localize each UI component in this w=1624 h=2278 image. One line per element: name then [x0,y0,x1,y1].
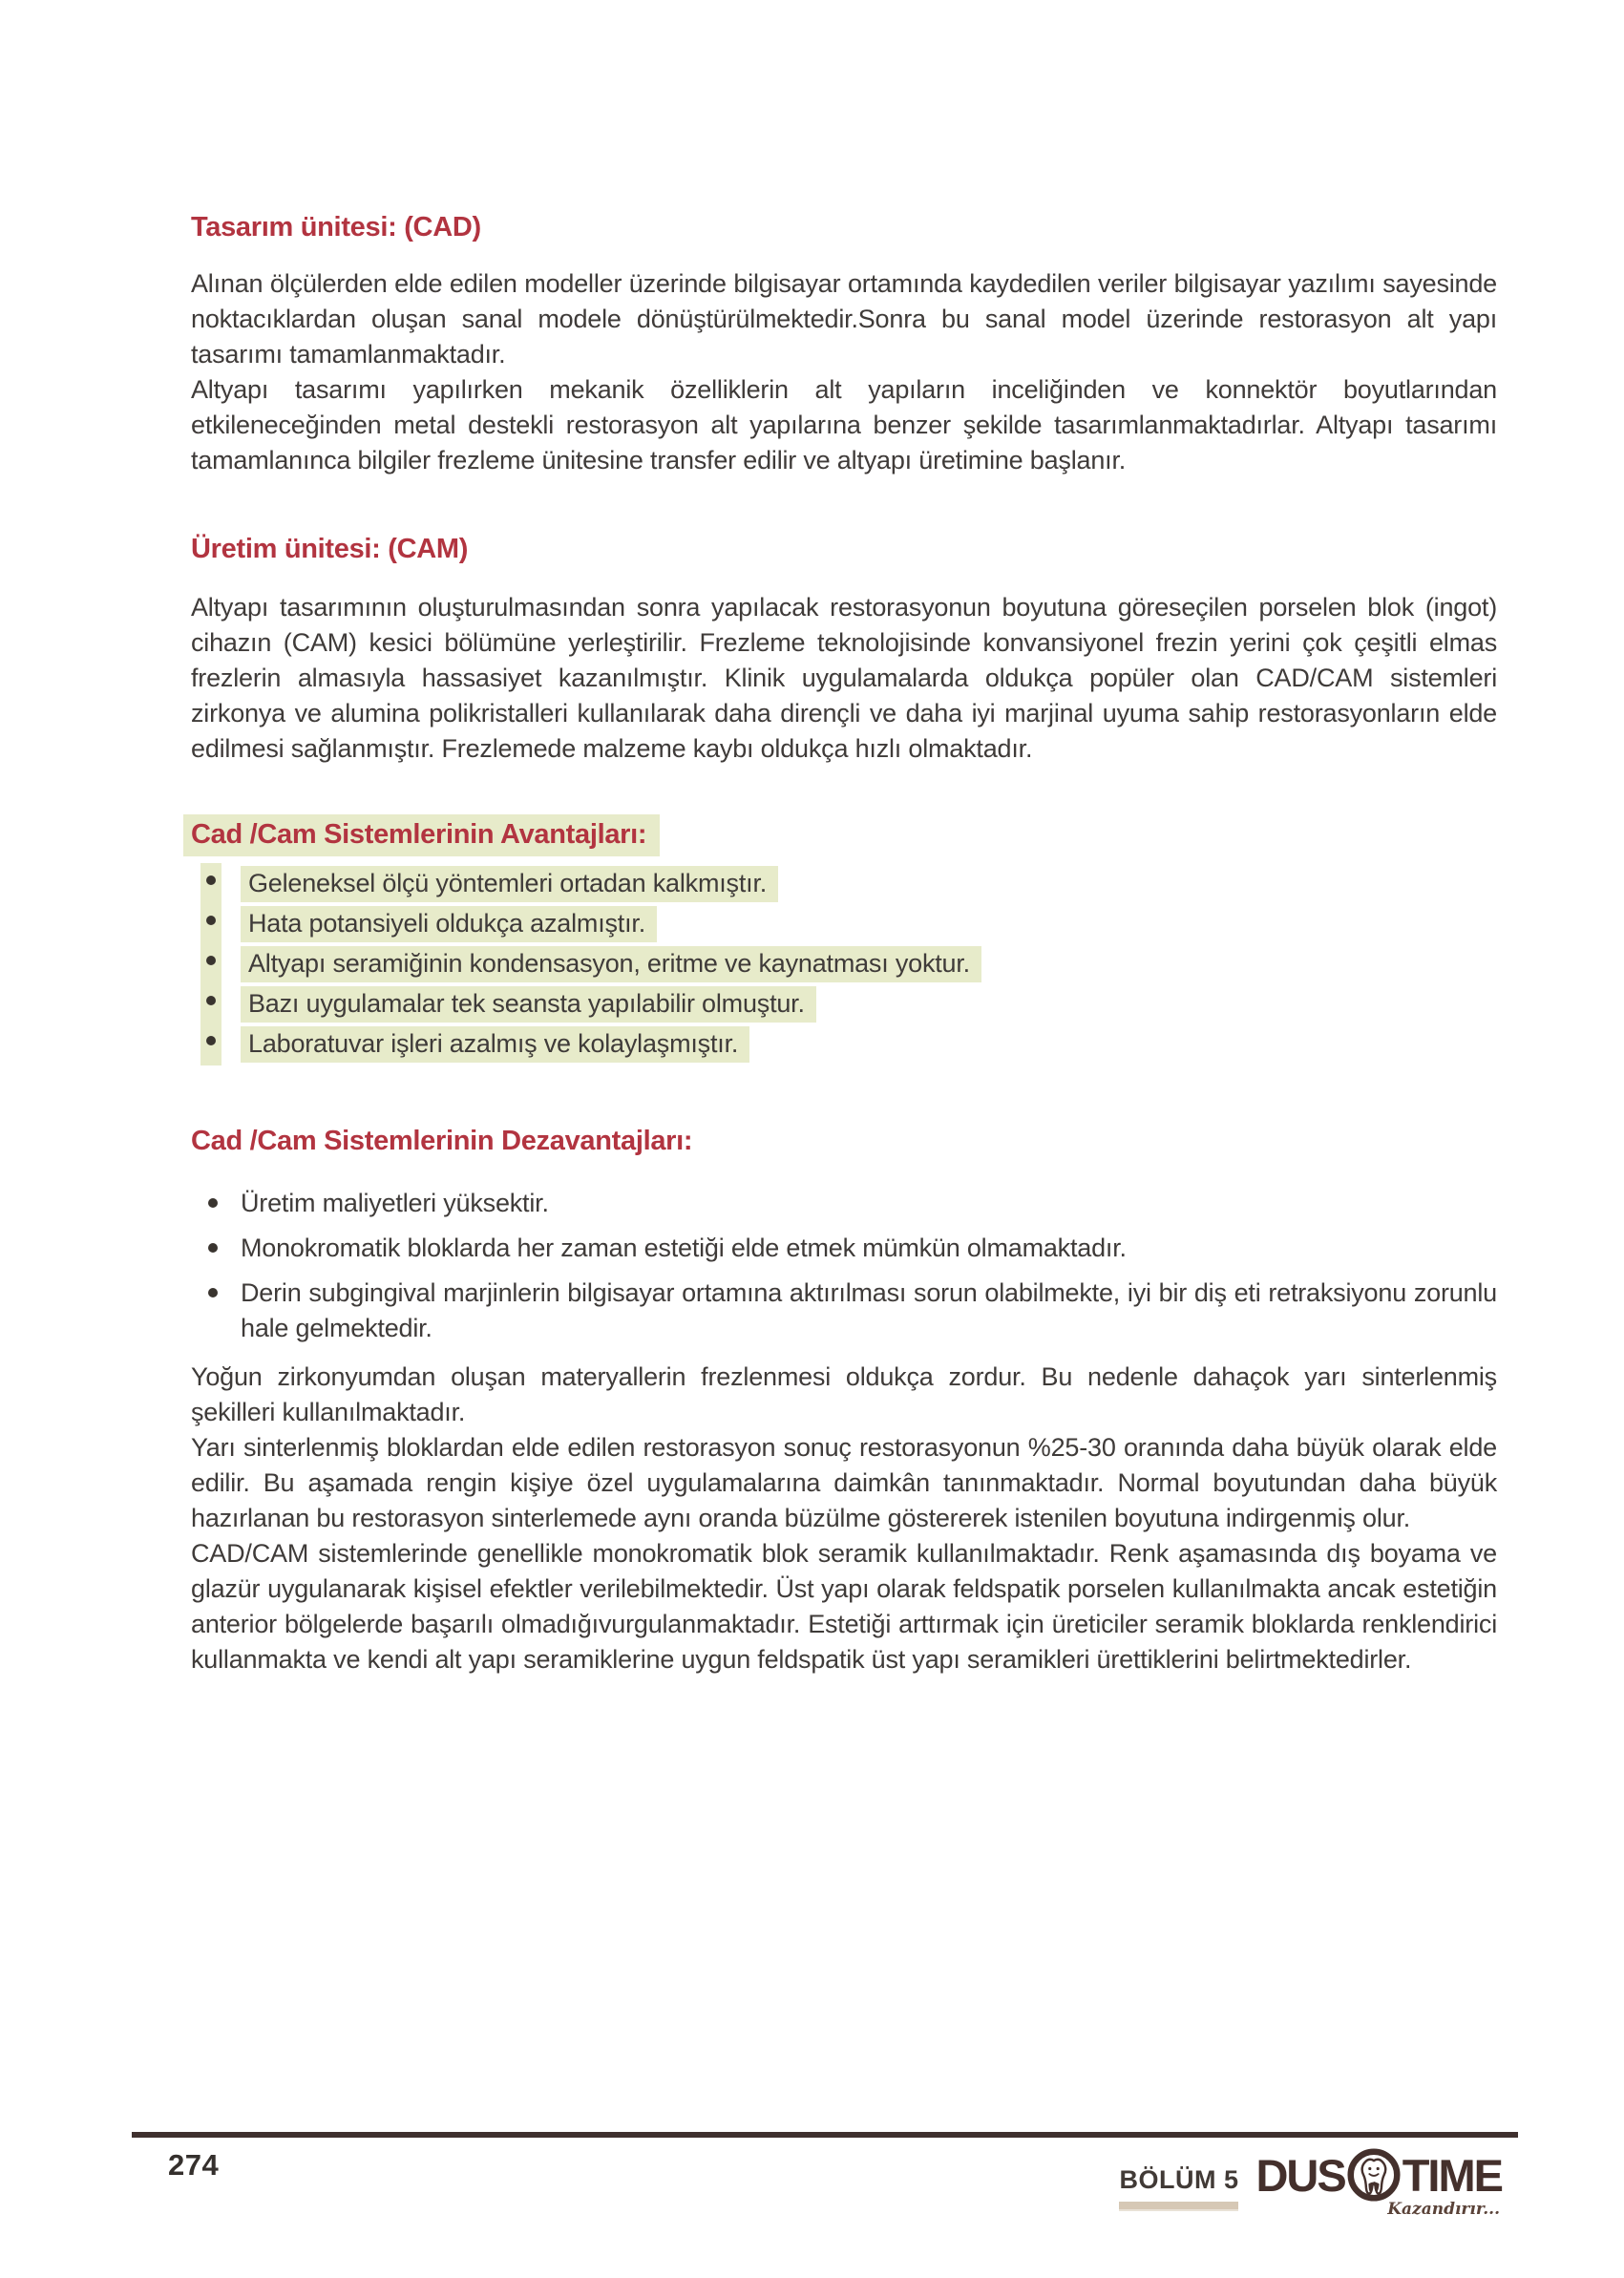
list-item [241,906,1497,942]
list-item [241,1276,1497,1346]
bullet-icon [206,875,216,885]
paragraph-monochromatic: CAD/CAM sistemlerinde genellikle monokromatik blok seramik kullanılmaktadır. Renk aşamasında dış boyama ve glazür uygulanarak kişisel efektler verilebilmektedir. Üst yapı olarak feldspatik porselen kullanılmakta ancak estetiğin anterior bölgelerde başarılı olmadığıvurgulanmaktadır. Estetiği arttırmak için üreticiler seramik bloklarda renklendirici kullanmakta ve kendi alt yapı seramiklerine uygun feldspatik üst yapı seramikleri ürettiklerini belirtmektedirler. [191,1539,1497,1674]
page-content [191,212,1497,1677]
chapter-underline-bar [1119,2202,1238,2211]
disadvantage-item-text: Üretim maliyetleri yüksektir. [241,1189,549,1217]
disadvantage-item-text: Monokromatik bloklarda her zaman estetiği elde etmek mümkün olmamaktadır. [241,1234,1127,1262]
heading-design-unit-cad: Tasarım ünitesi: (CAD) [191,212,481,243]
page-number: 274 [168,2148,220,2182]
bullet-icon [206,1036,216,1045]
advantage-item-text: Bazı uygulamalar tek seansta yapılabilir olmuştur. [241,986,816,1023]
list-item [241,946,1497,982]
bullet-icon [206,996,216,1005]
list-item [241,866,1497,902]
list-item [241,986,1497,1023]
logo-row [1255,2148,1502,2202]
paragraph-cam: Altyapı tasarımının oluşturulmasından sonra yapılacak restorasyonun boyutuna göreseçilen porselen blok (ingot) cihazın (CAM) kesici bölümüne yerleştirilir. Frezleme teknolojisinde konvansiyonel frezin yerini çok çeşitli elmas frezlerin almasıyla hassasiyet kazanılmıştır. Klinik uygulamalarda oldukça popüler olan CAD/CAM sistemleri zirkonya ve alumina polikristalleri kullanılarak daha dirençli ve daha iyi marjinal uyuma sahip restorasyonların elde edilmesi sağlanmıştır. Frezlemede malzeme kaybı oldukça hızlı olmaktadır. [191,593,1497,763]
bullet-icon [208,1288,218,1297]
footer-divider [132,2132,1518,2138]
paragraph-zirconium: Yoğun zirkonyumdan oluşan materyallerin frezlenmesi oldukça zordur. Bu nedenle dahaçok yarı sinterlenmiş şekilleri kullanılmaktadır. [191,1362,1497,1426]
tooth-in-circle-icon [1347,2148,1401,2202]
chapter-block [1119,2165,1238,2211]
bullet-icon [208,1243,218,1253]
paragraph-semi-sintered: Yarı sinterlenmiş bloklardan elde edilen restorasyon sonuç restorasyonun %25-30 oranında daha büyük olarak elde edilir. Bu aşamada rengin kişiye özel uygulamalarına daimkân tanınmaktadır. Normal boyutundan daha büyük hazırlanan bu restorasyon sinterlemede aynı oranda büzülme göstererek istenilen boyutuna indirgenmiş olur. [191,1433,1497,1532]
heading-production-unit-cam: Üretim ünitesi: (CAM) [191,534,469,564]
bullet-icon [206,916,216,925]
heading-advantages [191,814,1497,856]
paragraph-cad-1: Alınan ölçülerden elde edilen modeller üzerinde bilgisayar ortamında kaydedilen veriler bilgisayar yazılımı sayesinde noktacıklardan oluşan sanal modele dönüştürülmektedir.Sonra bu sanal model üzerinde restorasyon alt yapı tasarımı tamamlanmaktadır. [191,269,1497,369]
chapter-label: BÖLÜM 5 [1119,2165,1239,2194]
logo-text-dus: DUS [1255,2149,1345,2201]
advantages-heading-highlight: Cad /Cam Sistemlerinin Avantajları: [183,814,660,856]
footer-right-cluster [1119,2148,1502,2219]
disadvantage-item-text: Derin subgingival marjinlerin bilgisayar ortamına aktırılması sorun olabilmekte, iyi bir diş eti retraksiyonu zorunlu hale gelmektedir. [241,1278,1497,1342]
advantages-list [191,866,1497,1063]
advantage-item-text: Laboratuvar işleri azalmış ve kolaylaşmıştır. [241,1026,749,1063]
bullet-icon [208,1198,218,1208]
logo-tagline: Kazandırır... [1387,2200,1500,2219]
closing-paragraphs [191,1360,1497,1677]
advantage-item-text: Geleneksel ölçü yöntemleri ortadan kalkmıştır. [241,866,778,902]
disadvantages-list [191,1186,1497,1346]
advantage-item-text: Hata potansiyeli oldukça azalmıştır. [241,906,657,942]
dustime-logo [1255,2148,1502,2219]
logo-text-time: TIME [1402,2149,1502,2201]
advantage-item-text: Altyapı seramiğinin kondensasyon, eritme ve kaynatması yoktur. [241,946,981,982]
list-item [241,1231,1497,1266]
list-item [241,1186,1497,1221]
list-item [241,1026,1497,1063]
bullet-icon [206,956,216,965]
heading-disadvantages: Cad /Cam Sistemlerinin Dezavantajları: [191,1126,693,1156]
paragraph-cad-2: Altyapı tasarımı yapılırken mekanik özelliklerin alt yapıların inceliğinden ve konnektör boyutlarından etkileneceğinden metal destekli restorasyon alt yapılarına benzer şekilde tasarımlanmaktadırlar. Altyapı tasarımı tamamlanınca bilgiler frezleme ünitesine transfer edilir ve altyapı üretimine başlanır. [191,375,1497,475]
